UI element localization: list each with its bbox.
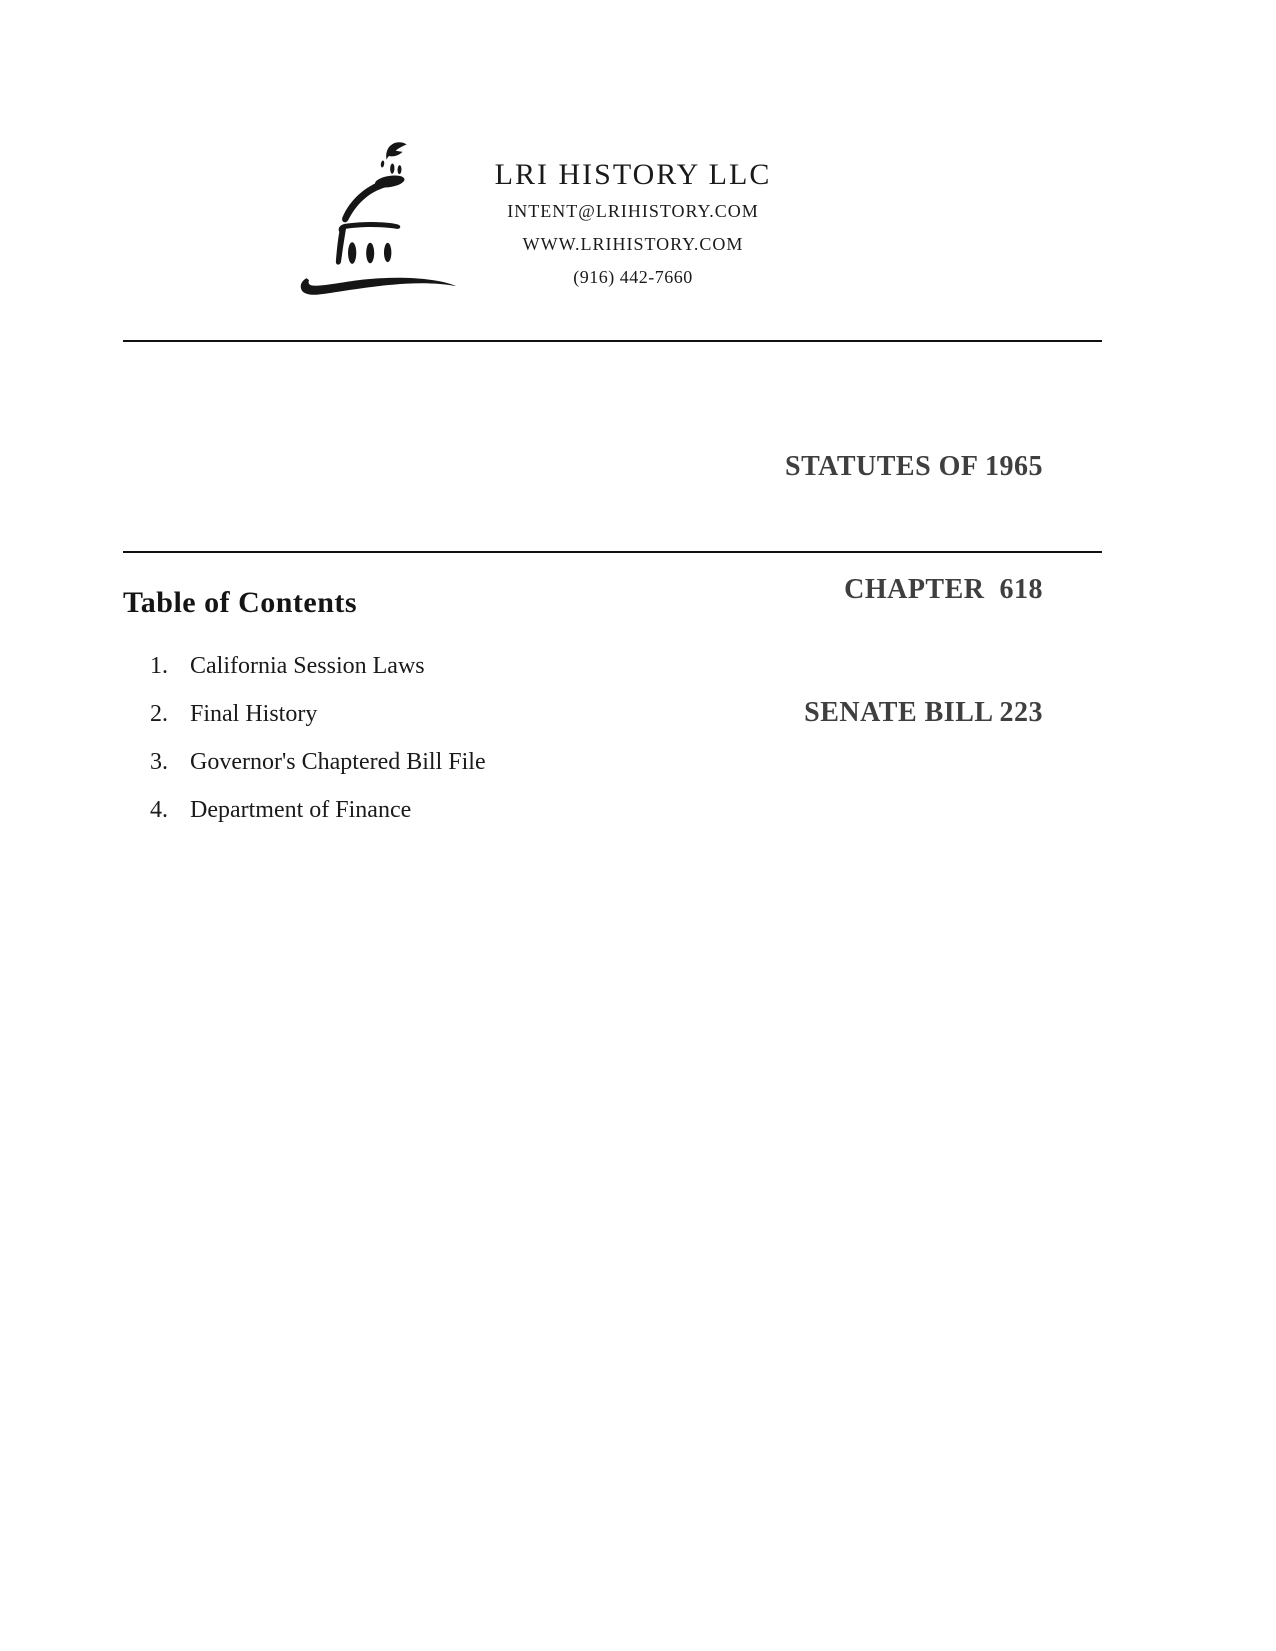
toc-item-label: Final History	[190, 701, 318, 727]
toc-item-number: 2.	[150, 701, 168, 727]
toc-item-label: Department of Finance	[190, 797, 412, 823]
chapter-line: CHAPTER 618	[844, 574, 1043, 605]
company-name: LRI HISTORY LLC	[494, 158, 772, 191]
company-website: WWW.LRIHISTORY.COM	[522, 234, 744, 254]
toc-heading: Table of Contents	[123, 586, 358, 619]
toc-item-california-session-laws	[150, 652, 486, 680]
statute-reference-block	[785, 364, 1043, 815]
company-email: INTENT@LRIHISTORY.COM	[507, 201, 759, 221]
company-phone: (916) 442-7660	[573, 267, 693, 287]
toc-item-department-of-finance	[150, 796, 486, 824]
toc-item-final-history	[150, 700, 486, 728]
toc-item-label: California Session Laws	[190, 653, 425, 679]
toc-item-label: Governor's Chaptered Bill File	[190, 749, 486, 775]
toc-item-number: 4.	[150, 797, 168, 823]
toc-item-number: 1.	[150, 653, 168, 679]
statutes-year-line: STATUTES OF 1965	[785, 451, 1043, 482]
letterhead	[433, 155, 833, 294]
divider-top	[123, 340, 1102, 342]
senate-bill-line: SENATE BILL 223	[804, 697, 1043, 728]
toc-list	[150, 652, 486, 844]
toc-item-governors-chaptered-bill-file	[150, 748, 486, 776]
toc-item-number: 3.	[150, 749, 168, 775]
divider-bottom	[123, 551, 1102, 553]
